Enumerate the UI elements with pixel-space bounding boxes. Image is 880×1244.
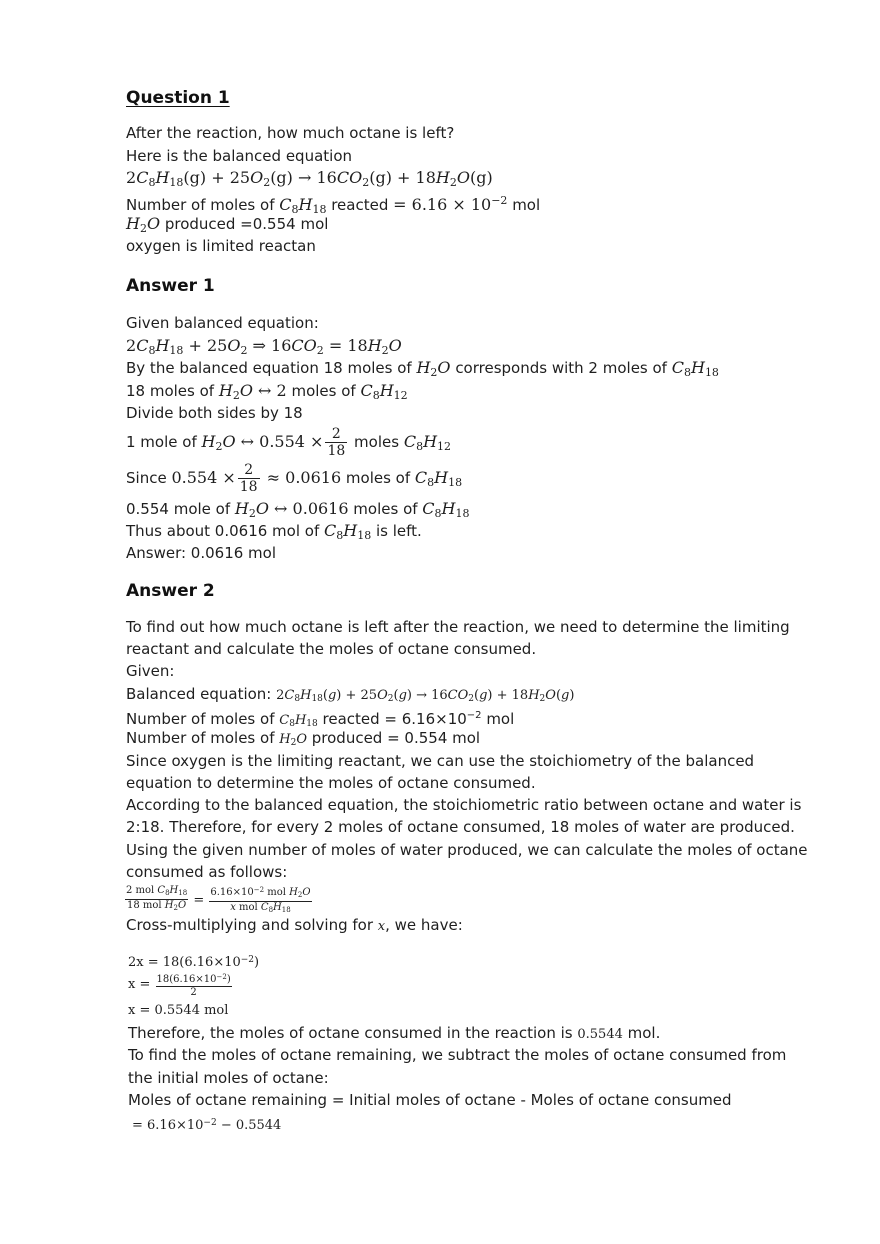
q1-limiting-reactant: oxygen is limited reactan: [126, 237, 316, 255]
a2-paragraph-line-2: reactant and calculate the moles of octane consumed.: [126, 640, 537, 658]
a1-by-balanced: By the balanced equation 18 moles of $H_2O$ corresponds with 2 moles of $C_8H_{18}$: [126, 358, 719, 379]
a2-to-find-line-2: the initial moles of octane:: [128, 1069, 329, 1087]
a1-since: Since 0.554 × $\frac{2}{18}$ ≈ 0.0616 moles of $C_8H_{18}$: [126, 462, 463, 495]
a2-moles-reacted: Number of moles of $C_8H_{18}$ reacted = $6.16\times 10^{-2}$ mol: [126, 710, 515, 729]
q1-balanced-equation: $2C_8H_{18}(g) + 25O_2(g) \to 16CO_2(g) + 18H_2O(g)$: [126, 168, 493, 189]
a2-step-2: x = $\frac{18(6.16\times 10^{-2})}{2}$: [128, 972, 231, 998]
a2-water-produced: Number of moles of $H_2O$ produced = 0.554 mol: [126, 729, 481, 748]
q1-intro-text: Here is the balanced equation: [126, 147, 353, 165]
question-1-heading: Question 1: [126, 88, 230, 108]
a2-since-line-1: Since oxygen is the limiting reactant, we can use the stoichiometry of the balanced: [126, 752, 755, 770]
a2-according-line-1: According to the balanced equation, the stoichiometric ratio between octane and water is: [126, 796, 802, 814]
a2-therefore: Therefore, the moles of octane consumed in the reaction is 0.5544 mol.: [128, 1024, 661, 1042]
a1-thus: Thus about 0.0616 mol of $C_8H_{18}$ is left.: [126, 521, 422, 542]
a2-cross-multiplying: Cross-multiplying and solving for x, we have:: [126, 916, 463, 934]
a1-answer: Answer: 0.0616 mol: [126, 544, 277, 562]
a2-step-3: x = 0.5544 mol: [128, 1003, 229, 1018]
a2-paragraph-line-1: To find out how much octane is left after the reaction, we need to determine the limiting: [126, 618, 790, 636]
a2-according-line-2: 2:18. Therefore, for every 2 moles of octane consumed, 18 moles of water are produced.: [126, 818, 795, 836]
a2-to-find-line-1: To find the moles of octane remaining, we subtract the moles of octane consumed from: [128, 1046, 787, 1064]
a2-since-line-2: equation to determine the moles of octane consumed.: [126, 774, 536, 792]
a2-given: Given:: [126, 662, 175, 680]
q1-water-produced: $H_2O$ produced =0.554 mol: [126, 214, 329, 235]
q1-question-text: After the reaction, how much octane is left?: [126, 124, 455, 142]
q1-moles-reacted: Number of moles of $C_8H_{18}$ reacted = $6.16 \times 10^{-2}$ mol: [126, 194, 541, 216]
a2-final-expression: = $6.16\times 10^{-2} - 0.5544$: [132, 1118, 282, 1133]
a1-0554: 0.554 mole of $H_2O$ ↔ 0.0616 moles of $C_8H_{18}$: [126, 499, 470, 520]
a2-step-1: $2x = 18(6.16\times 10^{-2})$: [128, 955, 260, 970]
a1-one-mole: 1 mole of $H_2O$ ↔ 0.554 × $\frac{2}{18}$ moles $C_8H_{12}$: [126, 426, 452, 459]
a1-given-text: Given balanced equation:: [126, 314, 319, 332]
a2-using-line-2: consumed as follows:: [126, 863, 288, 881]
answer-2-heading: Answer 2: [126, 581, 215, 601]
a2-remaining-formula: Moles of octane remaining = Initial moles of octane - Moles of octane consumed: [128, 1091, 732, 1109]
answer-1-heading: Answer 1: [126, 276, 215, 296]
a2-balanced-equation: Balanced equation: $2C_8H_{18}(g) + 25O_2(g) \to 16CO_2(g) + 18H_2O(g)$: [126, 685, 575, 704]
a1-divide: Divide both sides by 18: [126, 404, 303, 422]
a1-18-moles: 18 moles of $H_2O$ ↔ 2 moles of $C_8H_{12}$: [126, 381, 408, 402]
a2-ratio-equation: $\frac{2 mol C_8H_{18}}{18 mol H_2O}$ = $\frac{6.16\times 10^{-2} mol H_2O}{x mol C_8H_{18}}$: [126, 885, 311, 914]
a2-using-line-1: Using the given number of moles of water produced, we can calculate the moles of octane: [126, 841, 808, 859]
a1-equation: $2C_8H_{18} + 25O_2$ ⇒ $16CO_2 = 18H_2O$: [126, 336, 402, 357]
